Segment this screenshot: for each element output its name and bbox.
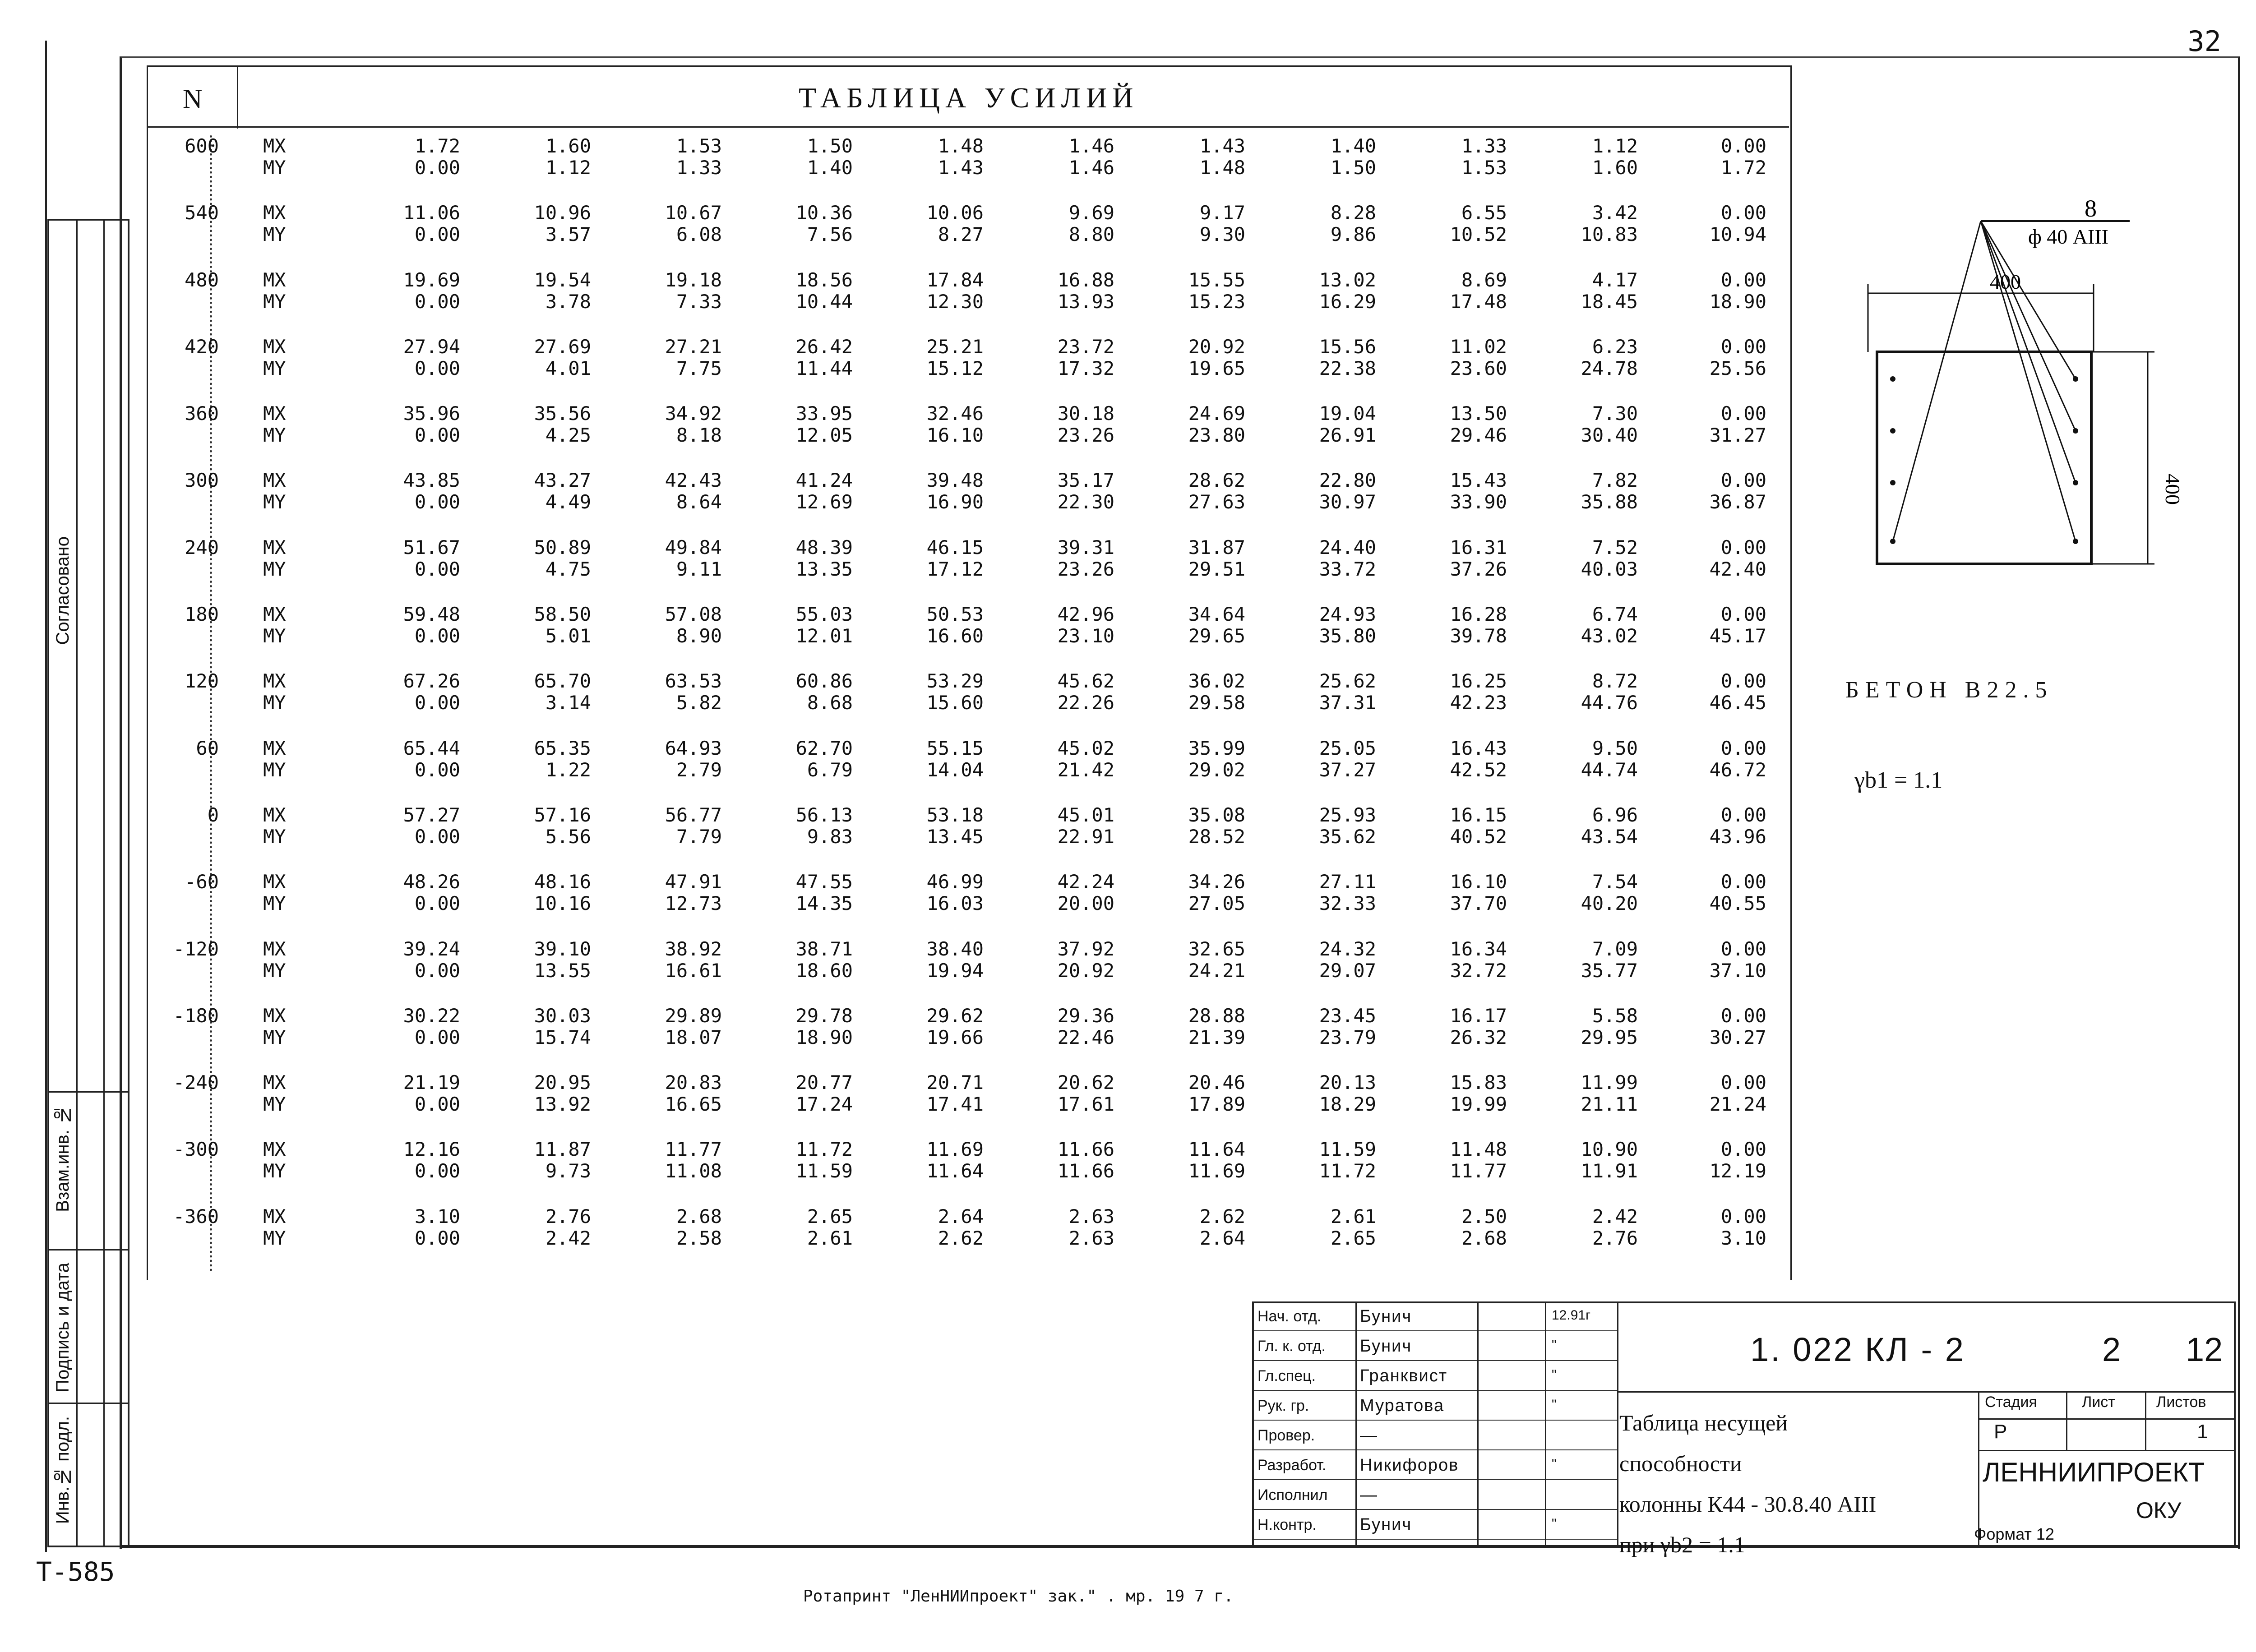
table-cell: 1.46 1.46 [1068, 135, 1114, 179]
table-cell: 6.96 43.54 [1581, 803, 1638, 848]
table-cell: 29.89 18.07 [665, 1004, 722, 1048]
table-cell: 0.00 40.55 [1709, 871, 1766, 915]
table-cell: 8.28 9.86 [1330, 202, 1376, 246]
table-cell: 11.77 11.08 [665, 1138, 722, 1182]
table-cell: 49.84 9.11 [665, 536, 722, 580]
rebar-dot [1890, 480, 1895, 485]
table-cell: 20.13 18.29 [1319, 1071, 1376, 1116]
table-cell: 43.85 0.00 [403, 469, 460, 513]
table-cell: 16.17 26.32 [1450, 1004, 1507, 1048]
table-cell: 1.50 1.40 [807, 135, 853, 179]
table-cell: 12.16 0.00 [403, 1138, 460, 1182]
table-cell: 2.63 2.63 [1068, 1205, 1114, 1249]
table-cell: 7.54 40.20 [1581, 871, 1638, 915]
table-cell: 22.80 30.97 [1319, 469, 1376, 513]
table-cell: 9.50 44.74 [1581, 737, 1638, 781]
row-n-value: -300 [173, 1138, 219, 1161]
table-cell: 34.92 8.18 [665, 402, 722, 447]
table-cell: 39.10 13.55 [534, 937, 591, 982]
table-row [147, 470, 1789, 536]
table-cell: 0.00 46.45 [1709, 670, 1766, 714]
table-cell: 35.08 28.52 [1188, 803, 1245, 848]
page-number: 32 [2187, 25, 2221, 58]
table-cell: 16.31 37.26 [1450, 536, 1507, 580]
row-n-value: -360 [173, 1205, 219, 1227]
sheet-header: Лист [2082, 1394, 2115, 1411]
table-cell: 10.06 8.27 [926, 202, 984, 246]
table-cell: 10.67 6.08 [665, 202, 722, 246]
table-cell: 1.40 1.50 [1330, 135, 1376, 179]
table-cell: 60.86 8.68 [795, 670, 853, 714]
table-cell: 20.77 17.24 [795, 1071, 853, 1116]
drawing-title: Таблица несущей способности колонны К44 - 30.8.40 АIII при γb2 = 1.1 [1619, 1410, 1877, 1557]
table-cell: 23.72 17.32 [1057, 335, 1114, 379]
table-header-rule [147, 126, 1789, 128]
signature-row: Гл. к. отд. Бунич " [1254, 1333, 1617, 1361]
table-row [147, 1072, 1789, 1139]
row-n-value: 60 [196, 737, 219, 759]
table-cell: 20.62 17.61 [1057, 1071, 1114, 1116]
table-row [147, 938, 1789, 1005]
row-n-value: 300 [185, 469, 219, 492]
table-cell: 20.46 17.89 [1188, 1071, 1245, 1116]
row-axis-labels: MX MY [263, 469, 286, 513]
table-row [147, 670, 1789, 737]
table-cell: 1.72 0.00 [414, 135, 460, 179]
title-block-signatures [1254, 1303, 1615, 1546]
table-cell: 53.29 15.60 [926, 670, 984, 714]
table-cell: 67.26 0.00 [403, 670, 460, 714]
concrete-class-note: БЕТОН В22.5 [1845, 677, 2053, 703]
table-cell: 33.95 12.05 [795, 402, 853, 447]
table-cell: 42.43 8.64 [665, 469, 722, 513]
n-column-header: N [183, 84, 203, 114]
table-cell: 4.17 18.45 [1581, 268, 1638, 313]
row-n-value: -60 [185, 871, 219, 893]
table-cell: 45.02 21.42 [1057, 737, 1114, 781]
table-row [147, 604, 1789, 670]
table-cell: 13.50 29.46 [1450, 402, 1507, 447]
table-cell: 13.02 16.29 [1319, 268, 1376, 313]
table-cell: 38.71 18.60 [795, 937, 853, 982]
table-cell: 46.99 16.03 [926, 871, 984, 915]
table-cell: 35.96 0.00 [403, 402, 460, 447]
table-cell: 38.40 19.94 [926, 937, 984, 982]
row-n-value: -240 [173, 1071, 219, 1094]
rebar-count-label: 8 [2085, 195, 2097, 222]
table-cell: 20.95 13.92 [534, 1071, 591, 1116]
table-cell: 0.00 30.27 [1709, 1004, 1766, 1048]
table-cell: 2.61 2.65 [1330, 1205, 1376, 1249]
section-height-label: 400 [2161, 474, 2184, 505]
table-cell: 35.56 4.25 [534, 402, 591, 447]
table-cell: 65.44 0.00 [403, 737, 460, 781]
table-cell: 45.01 22.91 [1057, 803, 1114, 848]
table-cell: 0.00 25.56 [1709, 335, 1766, 379]
table-title: ТАБЛИЦА УСИЛИЙ [799, 82, 1139, 114]
table-cell: 2.50 2.68 [1461, 1205, 1507, 1249]
table-cell: 57.27 0.00 [403, 803, 460, 848]
table-cell: 38.92 16.61 [665, 937, 722, 982]
table-cell: 29.78 18.90 [795, 1004, 853, 1048]
table-cell: 11.66 11.66 [1057, 1138, 1114, 1182]
table-cell: 15.56 22.38 [1319, 335, 1376, 379]
table-cell: 9.17 9.30 [1199, 202, 1245, 246]
table-cell: 28.62 27.63 [1188, 469, 1245, 513]
table-cell: 11.99 21.11 [1581, 1071, 1638, 1116]
row-n-value: -120 [173, 937, 219, 960]
table-cell: 7.09 35.77 [1581, 937, 1638, 982]
format-label: Формат 12 [1974, 1525, 2054, 1543]
table-cell: 39.31 23.26 [1057, 536, 1114, 580]
table-cell: 39.48 16.90 [926, 469, 984, 513]
table-cell: 0.00 42.40 [1709, 536, 1766, 580]
row-n-value: 120 [185, 670, 219, 692]
row-axis-labels: MX MY [263, 135, 286, 179]
table-cell: 56.13 9.83 [795, 803, 853, 848]
table-cell: 10.36 7.56 [795, 202, 853, 246]
table-n-separator [237, 65, 238, 129]
signature-row: Н.контр. Бунич " [1254, 1512, 1617, 1540]
table-cell: 15.43 33.90 [1450, 469, 1507, 513]
table-cell: 24.32 29.07 [1319, 937, 1376, 982]
table-cell: 63.53 5.82 [665, 670, 722, 714]
signature-row: Провер. — [1254, 1422, 1617, 1450]
table-cell: 29.36 22.46 [1057, 1004, 1114, 1048]
row-axis-labels: MX MY [263, 402, 286, 447]
table-cell: 46.15 17.12 [926, 536, 984, 580]
row-axis-labels: MX MY [263, 268, 286, 313]
table-cell: 30.03 15.74 [534, 1004, 591, 1048]
title-block [1252, 1301, 2236, 1557]
organization-name: ЛЕННИИПРОЕКТ [1983, 1457, 2205, 1487]
sheets-value: 1 [2197, 1421, 2208, 1443]
left-margin-rule [45, 41, 47, 1552]
table-cell: 25.21 15.12 [926, 335, 984, 379]
row-n-value: 180 [185, 603, 219, 626]
table-cell: 43.27 4.49 [534, 469, 591, 513]
row-axis-labels: MX MY [263, 871, 286, 915]
table-cell: 57.08 8.90 [665, 603, 722, 647]
row-axis-labels: MX MY [263, 1205, 286, 1249]
table-cell: 11.59 11.72 [1319, 1138, 1376, 1182]
table-cell: 18.56 10.44 [795, 268, 853, 313]
table-cell: 16.43 42.52 [1450, 737, 1507, 781]
table-cell: 0.00 46.72 [1709, 737, 1766, 781]
signature-row: Разработ. Никифоров " [1254, 1452, 1617, 1480]
table-cell: 15.55 15.23 [1188, 268, 1245, 313]
table-cell: 58.50 5.01 [534, 603, 591, 647]
table-row [147, 202, 1789, 269]
signature-row: Исполнил — [1254, 1482, 1617, 1510]
table-cell: 11.64 11.69 [1188, 1138, 1245, 1182]
table-row [147, 1005, 1789, 1072]
table-cell: 39.24 0.00 [403, 937, 460, 982]
table-cell: 55.03 12.01 [795, 603, 853, 647]
row-axis-labels: MX MY [263, 1004, 286, 1048]
table-row [147, 269, 1789, 336]
table-cell: 10.90 11.91 [1581, 1138, 1638, 1182]
table-cell: 7.82 35.88 [1581, 469, 1638, 513]
table-cell: 62.70 6.79 [795, 737, 853, 781]
table-cell: 27.21 7.75 [665, 335, 722, 379]
table-cell: 16.34 32.72 [1450, 937, 1507, 982]
table-cell: 2.68 2.58 [676, 1205, 722, 1249]
table-row [147, 738, 1789, 804]
row-axis-labels: MX MY [263, 536, 286, 580]
table-cell: 65.70 3.14 [534, 670, 591, 714]
row-n-value: -180 [173, 1004, 219, 1027]
table-cell: 16.25 42.23 [1450, 670, 1507, 714]
table-cell: 27.69 4.01 [534, 335, 591, 379]
rebar-spec-label: ф 40 АIII [2028, 225, 2108, 248]
stamp-label-inv-original: Инв.№ подл. [53, 1416, 73, 1524]
table-cell: 47.55 14.35 [795, 871, 853, 915]
table-cell: 11.87 9.73 [534, 1138, 591, 1182]
row-axis-labels: MX MY [263, 335, 286, 379]
table-cell: 1.12 1.60 [1592, 135, 1638, 179]
table-cell: 53.18 13.45 [926, 803, 984, 848]
row-n-value: 240 [185, 536, 219, 558]
table-cell: 24.69 23.80 [1188, 402, 1245, 447]
table-row [147, 871, 1789, 938]
table-cell: 35.17 22.30 [1057, 469, 1114, 513]
table-cell: 24.93 35.80 [1319, 603, 1376, 647]
table-cell: 0.00 37.10 [1709, 937, 1766, 982]
table-cell: 55.15 14.04 [926, 737, 984, 781]
table-cell: 37.92 20.92 [1057, 937, 1114, 982]
table-cell: 0.00 18.90 [1709, 268, 1766, 313]
table-cell: 19.54 3.78 [534, 268, 591, 313]
table-cell: 2.64 2.62 [938, 1205, 984, 1249]
table-cell: 35.99 29.02 [1188, 737, 1245, 781]
row-axis-labels: MX MY [263, 603, 286, 647]
table-cell: 0.00 1.72 [1720, 135, 1766, 179]
table-cell: 9.69 8.80 [1068, 202, 1114, 246]
series-code: Т-585 [36, 1556, 115, 1587]
rebar-dot [1890, 376, 1895, 382]
table-cell: 2.62 2.64 [1199, 1205, 1245, 1249]
table-cell: 45.62 22.26 [1057, 670, 1114, 714]
table-cell: 30.18 23.26 [1057, 402, 1114, 447]
table-cell: 0.00 36.87 [1709, 469, 1766, 513]
table-cell: 30.22 0.00 [403, 1004, 460, 1048]
table-cell: 64.93 2.79 [665, 737, 722, 781]
table-cell: 1.48 1.43 [938, 135, 984, 179]
table-cell: 51.67 0.00 [403, 536, 460, 580]
table-cell: 19.69 0.00 [403, 268, 460, 313]
table-cell: 26.42 11.44 [795, 335, 853, 379]
table-cell: 42.24 20.00 [1057, 871, 1114, 915]
approval-stamp [47, 219, 129, 1547]
table-cell: 3.10 0.00 [414, 1205, 460, 1249]
table-cell: 16.28 39.78 [1450, 603, 1507, 647]
table-cell: 34.64 29.65 [1188, 603, 1245, 647]
forces-table-body [147, 135, 1789, 1273]
signature-row: Рук. гр. Муратова " [1254, 1393, 1617, 1421]
stamp-label-replace-inv: Взам.инв. № [53, 1105, 73, 1212]
document-code: 1. 022 КЛ - 2 [1750, 1331, 1965, 1368]
table-cell: 6.55 10.52 [1450, 202, 1507, 246]
row-axis-labels: MX MY [263, 1071, 286, 1116]
table-cell: 10.96 3.57 [534, 202, 591, 246]
table-cell: 11.72 11.59 [795, 1138, 853, 1182]
row-n-value: 0 [207, 803, 219, 826]
stage-header: Стадия [1985, 1394, 2037, 1411]
table-cell: 24.40 33.72 [1319, 536, 1376, 580]
rebar-dot [1890, 428, 1895, 434]
sheet-count: 12 [2186, 1331, 2223, 1368]
table-cell: 36.02 29.58 [1188, 670, 1245, 714]
column-section-outline [1877, 352, 2091, 564]
table-row [147, 804, 1789, 871]
table-cell: 48.39 13.35 [795, 536, 853, 580]
table-cell: 48.26 0.00 [403, 871, 460, 915]
column-section-diagram [1850, 185, 2193, 582]
row-n-value: 480 [185, 268, 219, 291]
table-cell: 11.02 23.60 [1450, 335, 1507, 379]
table-cell: 15.83 19.99 [1450, 1071, 1507, 1116]
table-cell: 16.10 37.70 [1450, 871, 1507, 915]
table-row [147, 1206, 1789, 1273]
table-cell: 11.48 11.77 [1450, 1138, 1507, 1182]
row-axis-labels: MX MY [263, 737, 286, 781]
table-cell: 42.96 23.10 [1057, 603, 1114, 647]
table-cell: 25.62 37.31 [1319, 670, 1376, 714]
table-cell: 16.88 13.93 [1057, 268, 1114, 313]
table-cell: 65.35 1.22 [534, 737, 591, 781]
footer-text: Ротапринт "ЛенНИИпроект" зак." . мр. 19 7 г. [803, 1587, 1234, 1606]
table-cell: 34.26 27.05 [1188, 871, 1245, 915]
table-cell: 1.43 1.48 [1199, 135, 1245, 179]
table-cell: 7.52 40.03 [1581, 536, 1638, 580]
department-name: ОКУ [2136, 1498, 2182, 1523]
row-axis-labels: MX MY [263, 670, 286, 714]
row-n-value: 540 [185, 202, 219, 224]
table-row [147, 403, 1789, 470]
table-cell: 19.18 7.33 [665, 268, 722, 313]
table-cell: 50.89 4.75 [534, 536, 591, 580]
table-cell: 21.19 0.00 [403, 1071, 460, 1116]
table-cell: 2.65 2.61 [807, 1205, 853, 1249]
table-row [147, 537, 1789, 604]
table-cell: 1.53 1.33 [676, 135, 722, 179]
row-axis-labels: MX MY [263, 803, 286, 848]
table-cell: 16.15 40.52 [1450, 803, 1507, 848]
sheets-header: Листов [2156, 1394, 2206, 1411]
row-axis-labels: MX MY [263, 937, 286, 982]
table-cell: 56.77 7.79 [665, 803, 722, 848]
sheet-number: 2 [2102, 1331, 2121, 1368]
table-cell: 6.74 43.02 [1581, 603, 1638, 647]
table-cell: 41.24 12.69 [795, 469, 853, 513]
table-cell: 0.00 31.27 [1709, 402, 1766, 447]
gamma-note: γb1 = 1.1 [1854, 767, 1943, 793]
table-cell: 20.92 19.65 [1188, 335, 1245, 379]
table-cell: 11.69 11.64 [926, 1138, 984, 1182]
table-cell: 20.71 17.41 [926, 1071, 984, 1116]
table-cell: 19.04 26.91 [1319, 402, 1376, 447]
table-cell: 11.06 0.00 [403, 202, 460, 246]
table-row [147, 336, 1789, 403]
table-cell: 2.42 2.76 [1592, 1205, 1638, 1249]
stamp-label-sign-date: Подпись и дата [53, 1263, 73, 1393]
table-cell: 0.00 12.19 [1709, 1138, 1766, 1182]
table-cell: 1.60 1.12 [545, 135, 591, 179]
table-cell: 25.93 35.62 [1319, 803, 1376, 848]
table-cell: 57.16 5.56 [534, 803, 591, 848]
signature-row: Нач. отд. Бунич 12.91г [1254, 1303, 1617, 1331]
table-cell: 7.30 30.40 [1581, 402, 1638, 447]
signature-row: Гл.спец. Гранквист " [1254, 1363, 1617, 1391]
table-cell: 5.58 29.95 [1581, 1004, 1638, 1048]
table-cell: 3.42 10.83 [1581, 202, 1638, 246]
table-cell: 29.62 19.66 [926, 1004, 984, 1048]
table-cell: 23.45 23.79 [1319, 1004, 1376, 1048]
section-width-label: 400 [1990, 270, 2021, 293]
table-cell: 59.48 0.00 [403, 603, 460, 647]
stamp-label-agreed: Согласовано [53, 536, 73, 645]
row-n-value: 360 [185, 402, 219, 425]
row-n-value: 600 [185, 135, 219, 157]
table-cell: 6.23 24.78 [1581, 335, 1638, 379]
table-cell: 0.00 43.96 [1709, 803, 1766, 848]
table-cell: 8.69 17.48 [1450, 268, 1507, 313]
table-cell: 25.05 37.27 [1319, 737, 1376, 781]
stage-value: Р [1994, 1421, 2007, 1443]
table-cell: 50.53 16.60 [926, 603, 984, 647]
table-cell: 28.88 21.39 [1188, 1004, 1245, 1048]
table-cell: 8.72 44.76 [1581, 670, 1638, 714]
table-cell: 2.76 2.42 [545, 1205, 591, 1249]
table-cell: 17.84 12.30 [926, 268, 984, 313]
table-cell: 1.33 1.53 [1461, 135, 1507, 179]
table-cell: 31.87 29.51 [1188, 536, 1245, 580]
table-row [147, 135, 1789, 202]
table-cell: 48.16 10.16 [534, 871, 591, 915]
table-cell: 0.00 21.24 [1709, 1071, 1766, 1116]
table-cell: 0.00 45.17 [1709, 603, 1766, 647]
table-cell: 20.83 16.65 [665, 1071, 722, 1116]
table-cell: 27.94 0.00 [403, 335, 460, 379]
table-cell: 0.00 10.94 [1709, 202, 1766, 246]
table-cell: 0.00 3.10 [1720, 1205, 1766, 1249]
row-axis-labels: MX MY [263, 1138, 286, 1182]
row-n-value: 420 [185, 335, 219, 358]
table-row [147, 1139, 1789, 1205]
table-cell: 32.65 24.21 [1188, 937, 1245, 982]
table-cell: 32.46 16.10 [926, 402, 984, 447]
table-cell: 27.11 32.33 [1319, 871, 1376, 915]
table-cell: 47.91 12.73 [665, 871, 722, 915]
row-axis-labels: MX MY [263, 202, 286, 246]
